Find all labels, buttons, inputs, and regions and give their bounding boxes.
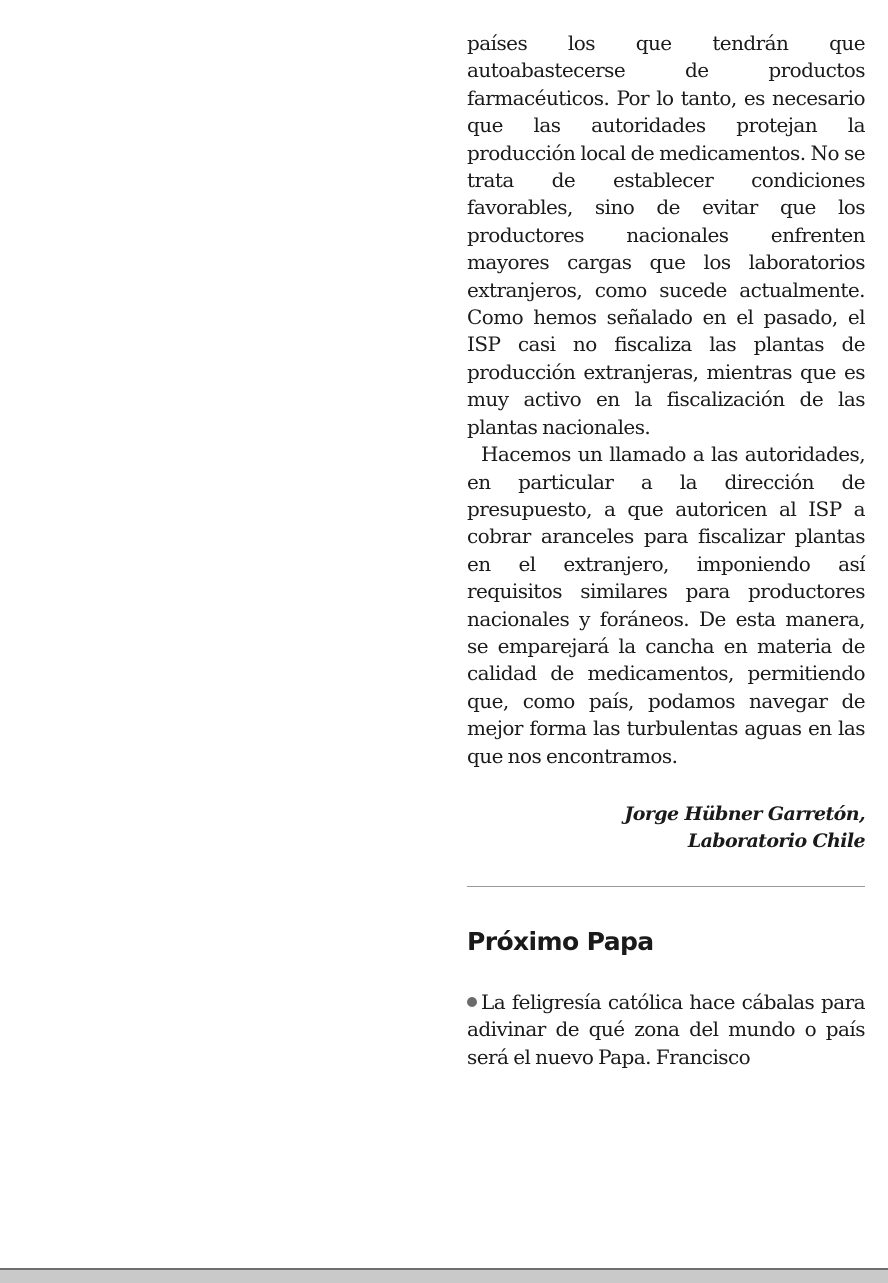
bullet-icon (467, 997, 477, 1007)
letter-signature (467, 801, 865, 855)
section-divider (467, 886, 865, 887)
next-letter-paragraph (467, 989, 865, 1071)
section-title: Próximo Papa (467, 926, 654, 956)
letter-body (467, 30, 865, 770)
signature-name: Jorge Hübner Garretón, (624, 802, 865, 825)
letter-paragraph-2: Hacemos un llamado a las autoridades, en particular a la dirección de presupuesto, a que autoricen al ISP a cobrar aranceles para fiscalizar plantas en el extranjero, imponiendo así requisitos similares para productores nacionales y foráneos. De esta manera, se emparejará la cancha en materia de calidad de medicamentos, permitiendo que, como país, podamos navegar de mejor forma las turbulentas aguas en las que nos encontramos. (467, 442, 865, 768)
letters-column (467, 30, 865, 1071)
next-letter-text: La feligresía católica hace cábalas para adivinar de qué zona del mundo o país será el nuevo Papa. Francisco (467, 989, 865, 1069)
next-letter-body (467, 989, 865, 1071)
letter-paragraph-1: países los que tendrán que autoabastecerse de productos farmacéuticos. Por lo tanto, es necesario que las autoridades protejan la producción local de medicamentos. No se trata de establecer condiciones favorables, sino de evitar que los productores nacionales enfrenten mayores cargas que los laboratorios extranjeros, como sucede actualmente. Como hemos señalado en el pasado, el ISP casi no fiscaliza las plantas de producción extranjeras, mientras que es muy activo en la fiscalización de las plantas nacionales. (467, 31, 865, 439)
signature-organization: Laboratorio Chile (687, 829, 865, 852)
